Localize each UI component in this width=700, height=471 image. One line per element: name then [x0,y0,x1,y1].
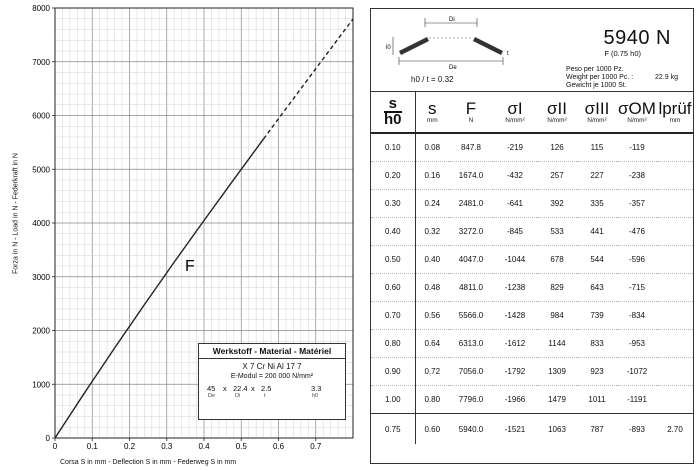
spring-cross-section-diagram [373,11,515,73]
table-row [371,302,693,330]
x-axis-title: Corsa S in mm - Deflection S in mm - Federweg S in mm [60,459,237,466]
x-tick-label: 0.5 [235,442,247,451]
table-row [371,162,693,190]
x-tick-label: 0.3 [161,442,173,451]
table-cell: 0.64 [415,330,449,358]
table-cell: 2481.0 [449,190,493,218]
dim-di: 22.4 [233,384,248,393]
table-cell: 257 [537,162,577,190]
table-cell [657,162,693,190]
dim-h0: 3.3 [311,384,322,393]
table-cell: 0.70 [371,302,415,330]
weight-it: Peso per 1000 Pz. [566,66,624,73]
material-box [198,343,346,420]
table-cell: 3272.0 [449,218,493,246]
dim-de: 45 [207,384,216,393]
dim-sep-1: x [223,384,227,393]
header-s-h0: $\frac{s}{h0}$ [371,92,415,133]
header-s: s mm [415,92,449,133]
table-cell: 1063 [537,414,577,445]
dim-de-label: De [208,393,216,399]
table-header-row [371,92,693,133]
table-cell: 544 [577,246,617,274]
table-body [371,133,693,444]
table-cell: 829 [537,274,577,302]
table-cell: 0.90 [371,358,415,386]
table-cell: 1011 [577,386,617,414]
table-cell: -1966 [493,386,537,414]
x-tick-label: 0.4 [198,442,210,451]
table-cell: 847.8 [449,133,493,162]
table-cell: 335 [577,190,617,218]
table-cell: 984 [537,302,577,330]
table-cell: -1191 [617,386,657,414]
table-cell [657,302,693,330]
table-cell: 6313.0 [449,330,493,358]
table-cell: -1521 [493,414,537,445]
x-tick-label: 0.7 [310,442,322,451]
table-cell: 0.60 [415,414,449,445]
table-cell: -238 [617,162,657,190]
y-tick-label: 8000 [32,4,50,13]
table-cell: 0.56 [415,302,449,330]
table-cell: 0.20 [371,162,415,190]
table-row-nominal [371,414,693,445]
material-title: Werkstoff - Material - Matériel [199,344,345,359]
table-cell: 5566.0 [449,302,493,330]
table-cell: 0.30 [371,190,415,218]
table-cell [657,274,693,302]
y-tick-label: 4000 [32,219,50,228]
table-cell: 1144 [537,330,577,358]
y-tick-label: 1000 [32,380,50,390]
header-sigma-i: σI N/mm² [493,92,537,133]
table-cell: 1674.0 [449,162,493,190]
table-row [371,386,693,414]
table-cell: 678 [537,246,577,274]
table-cell: 7796.0 [449,386,493,414]
table-row [371,246,693,274]
table-cell: -476 [617,218,657,246]
dim-di-label: Di [235,393,241,399]
dim-sep-2: x [251,384,255,393]
x-tick-label: 0.1 [86,442,98,451]
table-cell: 0.48 [415,274,449,302]
dim-h0-label: h0 [312,393,319,399]
table-cell: 533 [537,218,577,246]
table-cell: 4047.0 [449,246,493,274]
table-cell: -893 [617,414,657,445]
table-cell: 1479 [537,386,577,414]
spring-header [371,9,693,92]
table-cell: -1238 [493,274,537,302]
h0-t-ratio: h0 / t = 0.32 [411,75,454,84]
table-cell: -953 [617,330,657,358]
material-e-modulus: E-Modul = 200 000 N/mm² [230,373,314,380]
x-tick-label: 0.2 [123,442,136,451]
table-cell: 0.10 [371,133,415,162]
diagram-label-de: De [449,65,457,71]
table-cell [657,246,693,274]
table-cell: -845 [493,218,537,246]
table-cell: 0.32 [415,218,449,246]
table-cell [657,218,693,246]
table-cell: 115 [577,133,617,162]
weight-value: 22.9 kg [655,74,678,81]
table-cell: 5940.0 [449,414,493,445]
table-row [371,218,693,246]
table-cell: -432 [493,162,537,190]
table-cell: 392 [537,190,577,218]
curve-label-f: F [185,258,195,275]
material-dimensions [199,384,345,408]
table-cell: 739 [577,302,617,330]
y-tick-label: 2000 [32,326,50,336]
y-tick-label: 6000 [32,111,50,121]
table-cell: -357 [617,190,657,218]
y-axis-title: Forza in N - Load in N - Federkraft in N [12,153,20,274]
table-cell: -1072 [617,358,657,386]
table-cell [657,358,693,386]
table-cell: 0.60 [371,274,415,302]
diagram-label-t: t [507,51,509,57]
table-cell: -1612 [493,330,537,358]
table-cell: 4811.0 [449,274,493,302]
table-cell: -1792 [493,358,537,386]
table-cell: 0.40 [371,218,415,246]
table-row [371,190,693,218]
table-cell: 833 [577,330,617,358]
table-cell: 0.24 [415,190,449,218]
table-cell: 0.72 [415,358,449,386]
table-cell [657,386,693,414]
table-cell: 0.40 [415,246,449,274]
y-tick-label: 3000 [32,272,50,282]
table-row [371,358,693,386]
diagram-label-di: Di [449,17,455,23]
table-cell: 126 [537,133,577,162]
table-cell [657,330,693,358]
table-cell: 787 [577,414,617,445]
table-cell: 7056.0 [449,358,493,386]
table-cell: -219 [493,133,537,162]
spring-data-panel [370,8,694,464]
table-row [371,274,693,302]
material-name: X 7 Cr Ni Al 17 7 [242,362,302,371]
table-cell: 227 [577,162,617,190]
spring-data-table [371,92,693,444]
header-sigma-om: σOM N/mm² [617,92,657,133]
table-cell: -1428 [493,302,537,330]
table-cell [657,133,693,162]
header-sigma-ii: σII N/mm² [537,92,577,133]
table-cell: 643 [577,274,617,302]
table-cell: 2.70 [657,414,693,445]
weight-de: Gewicht je 1000 St. [566,82,627,89]
spring-right-section [473,37,503,55]
dim-t: 2.5 [261,384,272,393]
table-cell: -834 [617,302,657,330]
y-tick-label: 5000 [32,165,50,175]
table-cell: -1044 [493,246,537,274]
table-cell [657,190,693,218]
y-tick-label: 7000 [32,57,50,67]
y-tick-label: 0 [45,434,50,443]
weight-info [566,66,678,90]
spring-force-title: 5940 N [603,27,671,49]
table-cell: 441 [577,218,617,246]
table-cell: 0.80 [371,330,415,358]
header-l-pruf: lprüf mm [657,92,693,133]
diagram-label-l0: l0 [386,45,391,51]
table-cell: 0.75 [371,414,415,445]
table-cell: 1309 [537,358,577,386]
table-cell: -715 [617,274,657,302]
table-row [371,330,693,358]
table-cell: 1.00 [371,386,415,414]
table-cell: 0.16 [415,162,449,190]
spring-force-subtitle: F (0.75 h0) [604,49,641,58]
table-cell: 0.50 [371,246,415,274]
table-cell: -119 [617,133,657,162]
x-tick-label: 0.6 [272,442,285,451]
table-row [371,133,693,162]
table-cell: 923 [577,358,617,386]
header-sigma-iii: σIII N/mm² [577,92,617,133]
table-cell: -596 [617,246,657,274]
table-cell: 0.80 [415,386,449,414]
x-tick-label: 0 [52,442,58,451]
table-cell: -641 [493,190,537,218]
dim-t-label: t [264,393,266,399]
header-f: F N [449,92,493,133]
weight-en: Weight per 1000 Pc. : [566,74,634,81]
spring-left-section [399,37,429,55]
table-cell: 0.08 [415,133,449,162]
